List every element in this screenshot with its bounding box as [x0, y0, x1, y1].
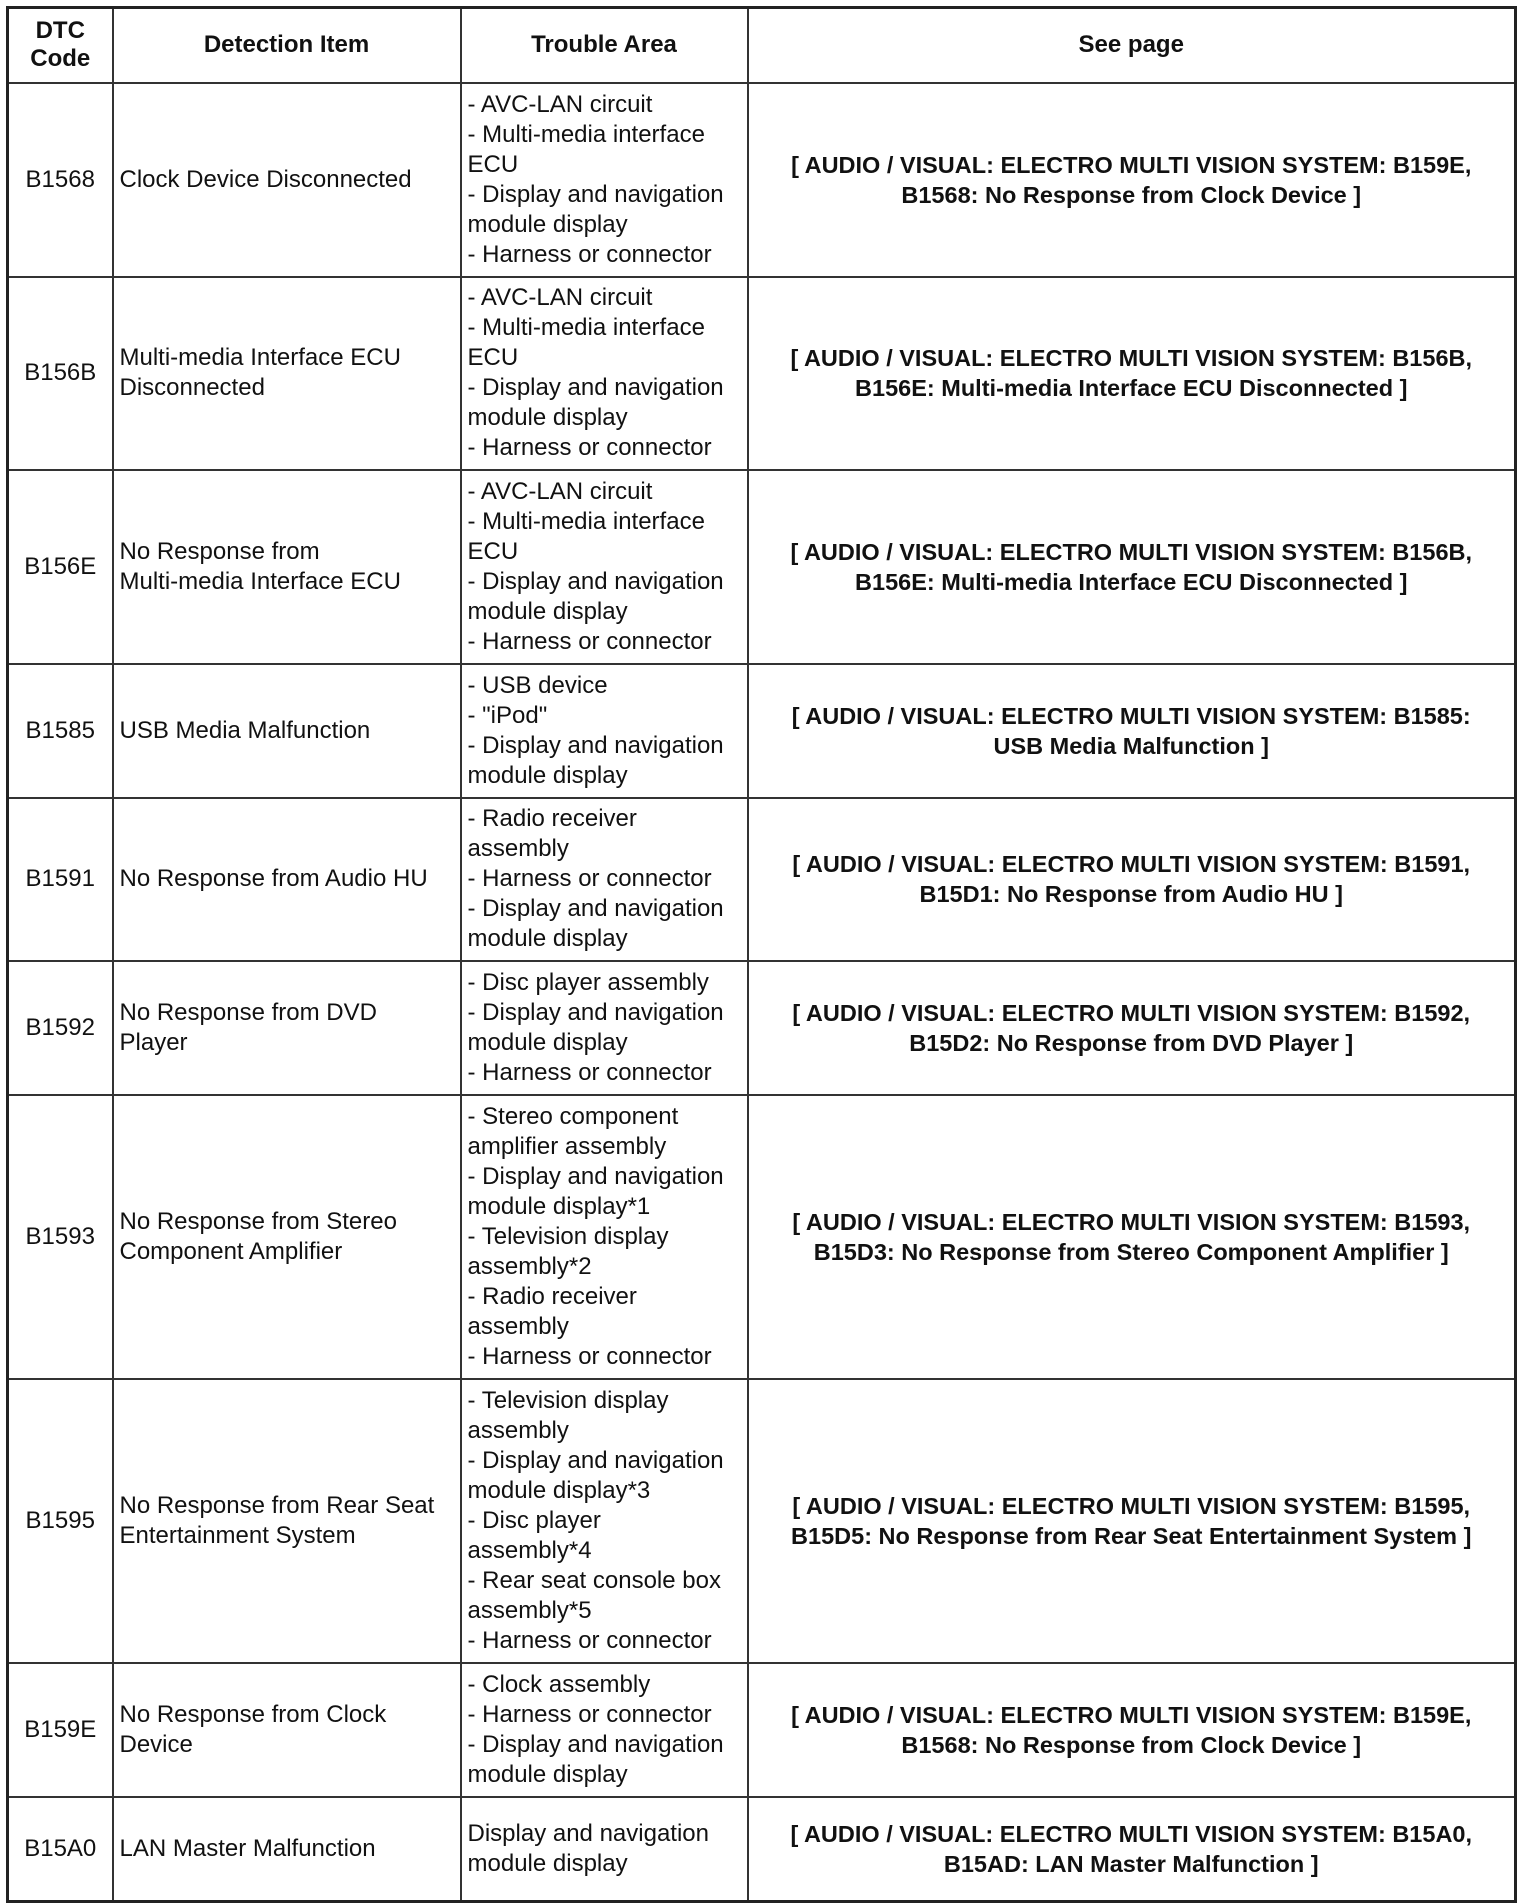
dtc-code-cell: B1592 [8, 961, 113, 1095]
trouble-area-line: - Display and navigation [467, 731, 724, 759]
trouble-area-line: - AVC-LAN circuit [467, 477, 653, 505]
see-page-reference-line: B1568: No Response from Clock Device ] [901, 1731, 1362, 1758]
table-row [8, 1379, 1516, 1663]
see-page-cell [748, 798, 1516, 961]
see-page-reference-line: [ AUDIO / VISUAL: ELECTRO MULTI VISION SYSTEM: B1593, [792, 1208, 1471, 1235]
trouble-area-line: - Harness or connector [467, 434, 712, 461]
detection-item-line: USB Media Malfunction [119, 716, 371, 744]
trouble-area-line: - Stereo component [467, 1102, 679, 1130]
trouble-area-line: - Display and navigation [467, 1446, 724, 1474]
header-dtc-code-line: DTC [35, 17, 85, 45]
trouble-area-cell [461, 83, 748, 277]
trouble-area-line: ECU [467, 344, 519, 371]
see-page-reference-line: [ AUDIO / VISUAL: ELECTRO MULTI VISION SYSTEM: B156B, [790, 538, 1473, 565]
trouble-area-cell [461, 1663, 748, 1797]
dtc-code-cell: B1595 [8, 1379, 113, 1663]
detection-item-cell [113, 83, 461, 277]
detection-item-line: Component Amplifier [119, 1237, 343, 1265]
dtc-code-cell: B1585 [8, 664, 113, 798]
detection-item-line: LAN Master Malfunction [119, 1834, 376, 1862]
trouble-area-line: amplifier assembly [467, 1132, 667, 1160]
trouble-area-line: - Display and navigation [467, 180, 724, 208]
detection-item-cell [113, 470, 461, 664]
detection-item-cell [113, 1797, 461, 1902]
dtc-code-cell: B1591 [8, 798, 113, 961]
detection-item-cell [113, 664, 461, 798]
trouble-area-line: - Display and navigation [467, 1730, 724, 1758]
detection-item-line: Multi-media Interface ECU [119, 567, 401, 595]
table-row [8, 1797, 1516, 1902]
table-row [8, 1095, 1516, 1379]
header-trouble-area: Trouble Area [461, 8, 748, 83]
see-page-reference-line: [ AUDIO / VISUAL: ELECTRO MULTI VISION SYSTEM: B15A0, [790, 1820, 1473, 1847]
table-row [8, 83, 1516, 277]
trouble-area-line: assembly [467, 1416, 569, 1444]
table-body [8, 83, 1516, 1902]
see-page-cell [748, 664, 1516, 798]
table-row [8, 664, 1516, 798]
see-page-cell [748, 83, 1516, 277]
trouble-area-line: module display [467, 597, 628, 625]
detection-item-cell [113, 277, 461, 470]
see-page-reference-line: [ AUDIO / VISUAL: ELECTRO MULTI VISION SYSTEM: B159E, [791, 151, 1472, 178]
detection-item-cell [113, 1379, 461, 1663]
detection-item-line: Player [119, 1028, 188, 1056]
trouble-area-line: assembly*4 [467, 1536, 592, 1564]
trouble-area-line: module display [467, 1760, 628, 1788]
trouble-area-line: module display [467, 1849, 628, 1877]
trouble-area-line: - Disc player [467, 1506, 601, 1534]
trouble-area-line: - Multi-media interface [467, 120, 705, 148]
trouble-area-line: - Television display [467, 1386, 669, 1414]
trouble-area-line: ECU [467, 537, 519, 565]
see-page-cell [748, 277, 1516, 470]
dtc-code-cell: B15A0 [8, 1797, 113, 1902]
trouble-area-line: assembly*5 [467, 1596, 592, 1624]
see-page-cell [748, 1797, 1516, 1902]
trouble-area-line: - "iPod" [467, 701, 548, 729]
see-page-reference-line: B15D3: No Response from Stereo Component Amplifier ] [813, 1238, 1449, 1265]
detection-item-line: No Response from [119, 537, 320, 565]
trouble-area-line: - Harness or connector [467, 1058, 712, 1086]
detection-item-line: Disconnected [119, 374, 265, 401]
detection-item-line: Device [119, 1730, 193, 1758]
see-page-reference-line: B156E: Multi-media Interface ECU Disconnected ] [855, 568, 1408, 595]
detection-item-line: Clock Device Disconnected [119, 165, 412, 193]
trouble-area-cell [461, 1797, 748, 1902]
dtc-table [6, 6, 1517, 1903]
trouble-area-cell [461, 1095, 748, 1379]
trouble-area-line: - AVC-LAN circuit [467, 284, 653, 311]
see-page-reference-line: B15AD: LAN Master Malfunction ] [943, 1850, 1319, 1877]
header-row [8, 8, 1516, 83]
trouble-area-line: - Harness or connector [467, 1626, 712, 1654]
detection-item-line: No Response from Stereo [119, 1207, 397, 1235]
detection-item-cell [113, 1095, 461, 1379]
trouble-area-line: module display*3 [467, 1476, 651, 1504]
dtc-code-cell: B1568 [8, 83, 113, 277]
trouble-area-line: - Radio receiver [467, 805, 637, 832]
see-page-reference-line: USB Media Malfunction ] [993, 732, 1269, 759]
trouble-area-cell [461, 961, 748, 1095]
detection-item-line: No Response from Rear Seat [119, 1491, 435, 1519]
trouble-area-line: ECU [467, 150, 519, 178]
trouble-area-line: module display [467, 1028, 628, 1056]
trouble-area-line: - Clock assembly [467, 1670, 651, 1698]
detection-item-line: No Response from DVD [119, 998, 377, 1026]
see-page-reference-line: [ AUDIO / VISUAL: ELECTRO MULTI VISION SYSTEM: B1595, [792, 1492, 1471, 1519]
table-row [8, 1663, 1516, 1797]
trouble-area-cell [461, 1379, 748, 1663]
trouble-area-line: - AVC-LAN circuit [467, 90, 653, 118]
trouble-area-line: - Harness or connector [467, 240, 712, 268]
detection-item-line: Entertainment System [119, 1521, 356, 1549]
trouble-area-line: - Rear seat console box [467, 1566, 721, 1594]
trouble-area-line: module display*1 [467, 1192, 651, 1220]
trouble-area-line: - Television display [467, 1222, 669, 1250]
table-row [8, 470, 1516, 664]
trouble-area-line: - USB device [467, 671, 608, 699]
trouble-area-line: module display [467, 925, 628, 952]
see-page-reference-line: B15D1: No Response from Audio HU ] [919, 881, 1343, 907]
trouble-area-line: - Multi-media interface [467, 314, 705, 341]
trouble-area-line: - Display and navigation [467, 567, 724, 595]
dtc-code-cell: B156B [8, 277, 113, 470]
see-page-cell [748, 1379, 1516, 1663]
trouble-area-line: module display [467, 761, 628, 789]
header-detection-item: Detection Item [113, 8, 461, 83]
header-see-page: See page [748, 8, 1516, 83]
trouble-area-line: Display and navigation [467, 1819, 709, 1847]
see-page-reference-line: [ AUDIO / VISUAL: ELECTRO MULTI VISION SYSTEM: B1592, [792, 999, 1471, 1026]
see-page-cell [748, 961, 1516, 1095]
table-row [8, 277, 1516, 470]
trouble-area-line: module display [467, 210, 628, 238]
trouble-area-line: assembly*2 [467, 1252, 592, 1280]
see-page-reference-line: B15D2: No Response from DVD Player ] [909, 1029, 1354, 1056]
trouble-area-cell [461, 798, 748, 961]
table-row [8, 798, 1516, 961]
trouble-area-cell [461, 470, 748, 664]
dtc-code-cell: B1593 [8, 1095, 113, 1379]
dtc-code-cell: B159E [8, 1663, 113, 1797]
see-page-reference-line: B156E: Multi-media Interface ECU Disconnected ] [855, 375, 1408, 401]
see-page-reference-line: B1568: No Response from Clock Device ] [901, 181, 1362, 208]
see-page-reference-line: [ AUDIO / VISUAL: ELECTRO MULTI VISION SYSTEM: B159E, [791, 1701, 1472, 1728]
trouble-area-line: - Display and navigation [467, 374, 724, 401]
table-row [8, 961, 1516, 1095]
detection-item-cell [113, 798, 461, 961]
see-page-reference-line: [ AUDIO / VISUAL: ELECTRO MULTI VISION SYSTEM: B1591, [792, 851, 1471, 877]
detection-item-cell [113, 1663, 461, 1797]
see-page-cell [748, 1095, 1516, 1379]
trouble-area-line: - Display and navigation [467, 998, 724, 1026]
see-page-cell [748, 1663, 1516, 1797]
trouble-area-line: - Harness or connector [467, 865, 712, 892]
trouble-area-line: module display [467, 404, 628, 431]
trouble-area-line: - Disc player assembly [467, 968, 709, 996]
trouble-area-line: - Display and navigation [467, 1162, 724, 1190]
header-dtc-code-line: Code [30, 45, 91, 73]
trouble-area-line: - Multi-media interface [467, 507, 705, 535]
trouble-area-line: - Harness or connector [467, 627, 712, 655]
trouble-area-line: - Harness or connector [467, 1700, 712, 1728]
header-dtc-code [8, 8, 113, 83]
trouble-area-line: - Radio receiver [467, 1282, 637, 1310]
trouble-area-line: - Display and navigation [467, 895, 724, 922]
detection-item-line: No Response from Audio HU [119, 865, 428, 892]
trouble-area-line: - Harness or connector [467, 1342, 712, 1370]
trouble-area-line: assembly [467, 835, 569, 862]
detection-item-cell [113, 961, 461, 1095]
see-page-reference-line: [ AUDIO / VISUAL: ELECTRO MULTI VISION SYSTEM: B156B, [790, 345, 1473, 371]
detection-item-line: No Response from Clock [119, 1700, 387, 1728]
trouble-area-cell [461, 664, 748, 798]
see-page-reference-line: [ AUDIO / VISUAL: ELECTRO MULTI VISION SYSTEM: B1585: [791, 702, 1471, 729]
trouble-area-cell [461, 277, 748, 470]
dtc-code-cell: B156E [8, 470, 113, 664]
see-page-reference-line: B15D5: No Response from Rear Seat Entertainment System ] [791, 1522, 1472, 1549]
detection-item-line: Multi-media Interface ECU [119, 344, 401, 371]
trouble-area-line: assembly [467, 1312, 569, 1340]
see-page-cell [748, 470, 1516, 664]
